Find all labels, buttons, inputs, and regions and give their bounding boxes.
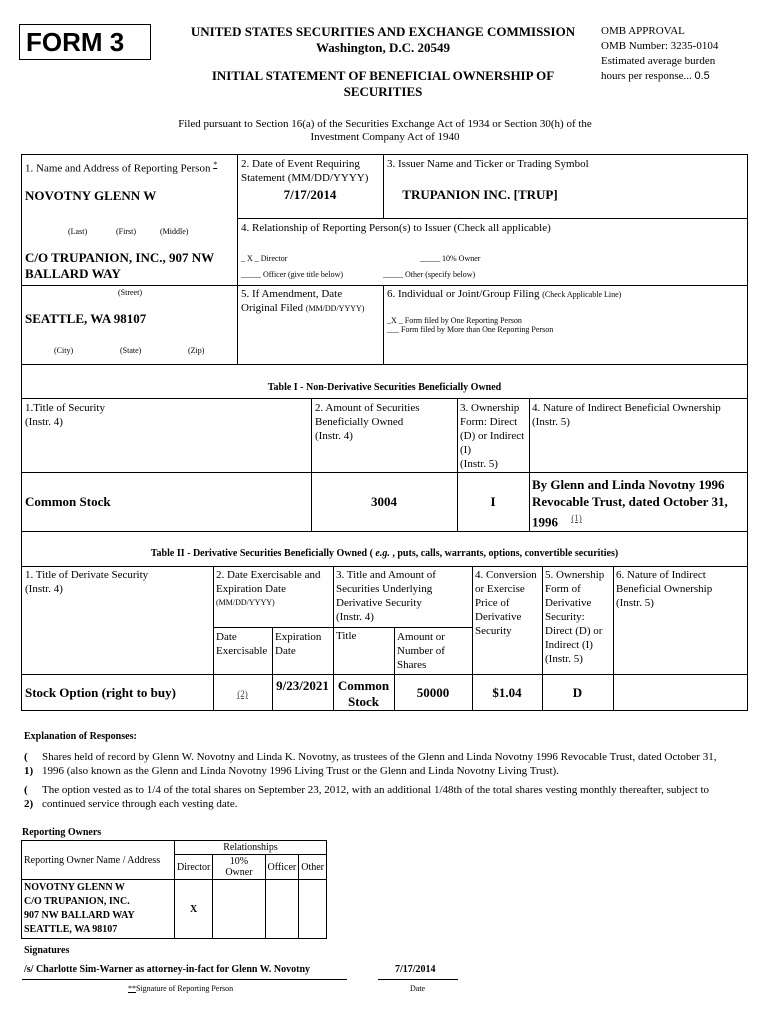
t2-ownership-form: D: [572, 685, 583, 700]
t2-expiration: 9/23/2021: [276, 678, 329, 693]
t2-h3b: Amount or Number of Shares: [397, 631, 445, 671]
t2-h3: 3. Title and Amount of Securities Underlying Derivative Security (Instr. 4): [336, 569, 436, 623]
explanation-heading: Explanation of Responses:: [24, 731, 137, 742]
street-line-1: C/O TRUPANION, INC., 907 NW: [25, 250, 215, 265]
state-label: (State): [120, 346, 142, 355]
street-line-2: BALLARD WAY: [25, 266, 121, 281]
box4-label: 4. Relationship of Reporting Person(s) to Issuer (Check all applicable): [241, 222, 551, 234]
relationship-other: _____ Other (specify below): [383, 270, 476, 279]
reporting-person-name: NOVOTNY GLENN W: [25, 188, 157, 203]
ro-col-director: Director: [175, 855, 213, 880]
ro-col-other: Other: [299, 855, 327, 880]
t1-h1: 1.Title of Security (Instr. 4): [25, 402, 105, 428]
last-label: (Last): [68, 227, 88, 236]
box5-label-1: 5. If Amendment, Date: [241, 288, 343, 300]
t2-price: $1.04: [492, 685, 522, 700]
zip-label: (Zip): [188, 346, 205, 355]
ro-col-relationships: Relationships: [175, 841, 327, 855]
t2-h2a: Date Exercisable: [216, 631, 268, 657]
footnote-1-link[interactable]: (1): [571, 513, 582, 523]
table1-title: Table I - Non-Derivative Securities Beneficially Owned: [267, 382, 502, 393]
t2-date-exercisable: [213, 684, 272, 702]
t2-h4: 4. Conversion or Exercise Price of Derivative Security: [475, 569, 537, 637]
agency-name: UNITED STATES SECURITIES AND EXCHANGE COMMISSION: [190, 24, 576, 39]
box5-label-2: Original Filed (MM/DD/YYYY): [241, 302, 365, 314]
event-date: 7/17/2014: [283, 187, 337, 202]
box3-label: 3. Issuer Name and Ticker or Trading Symbol: [387, 158, 589, 170]
relationship-officer: _____ Officer (give title below): [241, 270, 344, 279]
t2-h1: 1. Title of Derivate Security (Instr. 4): [25, 569, 149, 595]
filed-pursuant-2: Investment Company Act of 1940: [310, 131, 460, 143]
first-label: (First): [116, 227, 136, 236]
fn1-mark: ( 1): [24, 751, 34, 777]
ro-col-ten: 10% Owner: [213, 855, 265, 880]
omb-approval-title: OMB APPROVAL: [601, 25, 685, 37]
city-state-zip: SEATTLE, WA 98107: [25, 311, 147, 326]
filing-more-persons: ___ Form filed by More than One Reporting Person: [387, 325, 554, 334]
form-title-1: INITIAL STATEMENT OF BENEFICIAL OWNERSHIP OF: [211, 68, 555, 83]
filed-pursuant-1: Filed pursuant to Section 16(a) of the Securities Exchange Act of 1934 or Section 30(h) of the: [178, 118, 592, 130]
omb-number: OMB Number: 3235-0104: [601, 40, 719, 52]
box2-label-2: Statement (MM/DD/YYYY): [241, 172, 369, 184]
t2-h6: 6. Nature of Indirect Beneficial Ownership (Instr. 5): [616, 569, 713, 609]
middle-label: (Middle): [160, 227, 189, 236]
box1-label: 1. Name and Address of Reporting Person *: [25, 160, 218, 175]
date-label: Date: [410, 984, 426, 993]
ro-col-name: Reporting Owner Name / Address: [22, 841, 175, 880]
t2-h5: 5. Ownership Form of Derivative Security: Direct (D) or Indirect (I) (Instr. 5): [545, 569, 605, 665]
t2-h2: 2. Date Exercisable and Expiration Date (MM/DD/YYYY): [216, 569, 321, 607]
t1-h4: 4. Nature of Indirect Beneficial Ownership (Instr. 5): [532, 402, 721, 428]
t1-ownership-form: I: [490, 494, 496, 509]
ro-other-cell: [299, 880, 327, 939]
omb-hours: 0.5: [694, 70, 710, 82]
ro-owner-address: NOVOTNY GLENN W C/O TRUPANION, INC. 907 NW BALLARD WAY SEATTLE, WA 98107: [22, 880, 175, 939]
ro-officer-cell: [265, 880, 299, 939]
agency-location: Washington, D.C. 20549: [316, 40, 450, 55]
fn2-text: The option vested as to 1/4 of the total shares on September 23, 2012, with an additional 1/48th of the total shares vesting monthly thereafter, subject to continued service through each vesting date.: [42, 784, 710, 810]
issuer-name: TRUPANION INC. [TRUP]: [402, 187, 558, 202]
reporting-owners-table: [21, 840, 327, 939]
filing-one-person: _X _ Form filed by One Reporting Person: [387, 316, 522, 325]
relationship-ten-pct: _____ 10% Owner: [420, 254, 481, 263]
form-title-2: SECURITIES: [343, 84, 423, 99]
t2-h2b: Expiration Date: [275, 631, 322, 657]
fn2-mark: ( 2): [24, 784, 34, 810]
omb-approval: [601, 24, 761, 84]
t1-security-title: Common Stock: [25, 494, 111, 509]
t1-amount: 3004: [371, 494, 397, 509]
signature-label: **Signature of Reporting Person: [128, 984, 234, 993]
omb-burden-1: Estimated average burden: [601, 55, 716, 67]
signer-name: /s/ Charlotte Sim-Warner as attorney-in-fact for Glenn W. Novotny: [24, 964, 311, 975]
ro-director-mark: X: [175, 880, 213, 939]
table2-title: Table II - Derivative Securities Beneficially Owned ( e.g. , puts, calls, warrants, options, convertible securities): [150, 548, 619, 559]
omb-burden-2: hours per response... 0.5: [601, 70, 710, 82]
form-label: FORM 3: [19, 24, 151, 60]
t1-h2: 2. Amount of Securities Beneficially Owned (Instr. 4): [315, 402, 420, 442]
t1-h3: 3. Ownership Form: Direct (D) or Indirect (I) (Instr. 5): [460, 402, 525, 470]
ro-ten-cell: [213, 880, 265, 939]
t2-underlying-title: Common Stock: [337, 678, 390, 709]
street-label: (Street): [118, 288, 142, 297]
city-label: (City): [54, 346, 74, 355]
box2-label-1: 2. Date of Event Requiring: [241, 158, 360, 170]
relationship-director: _ X _ Director: [241, 254, 288, 263]
t1-nature: By Glenn and Linda Novotny 1996 Revocable Trust, dated October 31, 1996 $^{(1)}$: [532, 477, 728, 530]
t2-security-title: Stock Option (right to buy): [25, 685, 176, 700]
reporting-owners-heading: Reporting Owners: [22, 827, 102, 838]
signatures-heading: Signatures: [24, 945, 70, 956]
footnote-2-link[interactable]: (2): [237, 689, 248, 699]
signature-date: 7/17/2014: [395, 964, 436, 975]
t2-amount: 50000: [416, 685, 450, 700]
box6-label: 6. Individual or Joint/Group Filing (Check Applicable Line): [387, 288, 622, 300]
t2-h3a: Title: [336, 630, 357, 642]
fn1-text: Shares held of record by Glenn W. Novotny and Linda K. Novotny, as trustees of the Glenn and Linda Novotny 1996 Revocable Trust, dated October 31, 1996 (also known as the Glenn and Linda Novotny 1996 Living Trust or the Glenn and Linda Novotny Living Trust).: [42, 751, 717, 777]
ro-col-officer: Officer: [265, 855, 299, 880]
